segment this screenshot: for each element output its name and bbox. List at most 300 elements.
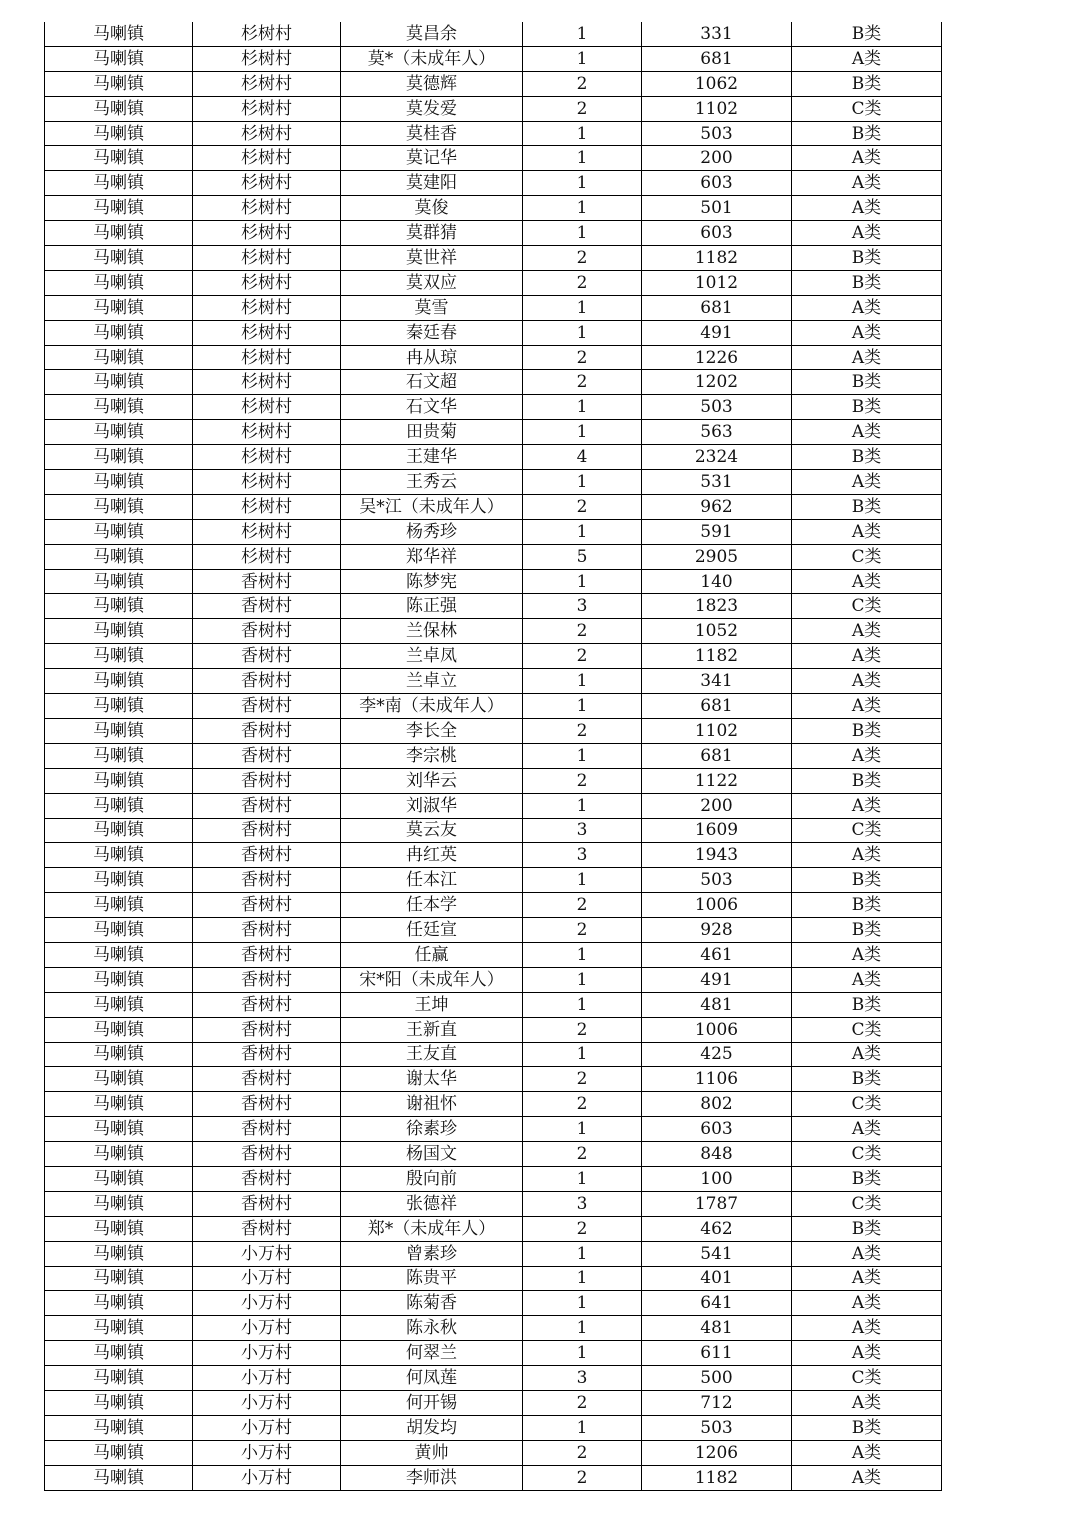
amount-cell: 681 bbox=[642, 46, 792, 71]
village-cell: 香树村 bbox=[193, 868, 341, 893]
category-cell: A类 bbox=[792, 669, 942, 694]
household-size-cell: 2 bbox=[523, 619, 642, 644]
amount-cell: 962 bbox=[642, 494, 792, 519]
village-cell: 香树村 bbox=[193, 743, 341, 768]
name-cell: 任赢 bbox=[341, 942, 523, 967]
amount-cell: 491 bbox=[642, 967, 792, 992]
town-cell: 马喇镇 bbox=[45, 743, 193, 768]
name-cell: 陈菊香 bbox=[341, 1291, 523, 1316]
data-table bbox=[44, 22, 942, 1491]
category-cell: A类 bbox=[792, 1291, 942, 1316]
table-row bbox=[45, 918, 942, 943]
name-cell: 冉红英 bbox=[341, 843, 523, 868]
household-size-cell: 2 bbox=[523, 71, 642, 96]
name-cell: 郑华祥 bbox=[341, 544, 523, 569]
table-row bbox=[45, 270, 942, 295]
household-size-cell: 2 bbox=[523, 1440, 642, 1465]
name-cell: 王建华 bbox=[341, 445, 523, 470]
table-row bbox=[45, 669, 942, 694]
town-cell: 马喇镇 bbox=[45, 793, 193, 818]
name-cell: 曾素珍 bbox=[341, 1241, 523, 1266]
household-size-cell: 1 bbox=[523, 470, 642, 495]
name-cell: 黄帅 bbox=[341, 1440, 523, 1465]
household-size-cell: 2 bbox=[523, 918, 642, 943]
name-cell: 田贵菊 bbox=[341, 420, 523, 445]
amount-cell: 2324 bbox=[642, 445, 792, 470]
name-cell: 陈永秋 bbox=[341, 1316, 523, 1341]
town-cell: 马喇镇 bbox=[45, 669, 193, 694]
category-cell: A类 bbox=[792, 146, 942, 171]
household-size-cell: 1 bbox=[523, 1291, 642, 1316]
town-cell: 马喇镇 bbox=[45, 893, 193, 918]
village-cell: 香树村 bbox=[193, 893, 341, 918]
village-cell: 杉树村 bbox=[193, 71, 341, 96]
table-row bbox=[45, 868, 942, 893]
category-cell: B类 bbox=[792, 868, 942, 893]
town-cell: 马喇镇 bbox=[45, 246, 193, 271]
village-cell: 香树村 bbox=[193, 942, 341, 967]
table-row bbox=[45, 22, 942, 46]
town-cell: 马喇镇 bbox=[45, 470, 193, 495]
amount-cell: 541 bbox=[642, 1241, 792, 1266]
category-cell: A类 bbox=[792, 967, 942, 992]
amount-cell: 501 bbox=[642, 196, 792, 221]
category-cell: B类 bbox=[792, 1415, 942, 1440]
town-cell: 马喇镇 bbox=[45, 768, 193, 793]
village-cell: 香树村 bbox=[193, 1216, 341, 1241]
household-size-cell: 2 bbox=[523, 370, 642, 395]
household-size-cell: 1 bbox=[523, 992, 642, 1017]
category-cell: B类 bbox=[792, 370, 942, 395]
amount-cell: 681 bbox=[642, 743, 792, 768]
household-size-cell: 4 bbox=[523, 445, 642, 470]
name-cell: 殷向前 bbox=[341, 1166, 523, 1191]
amount-cell: 2905 bbox=[642, 544, 792, 569]
table-row bbox=[45, 196, 942, 221]
town-cell: 马喇镇 bbox=[45, 1117, 193, 1142]
table-row bbox=[45, 1067, 942, 1092]
table-row bbox=[45, 818, 942, 843]
town-cell: 马喇镇 bbox=[45, 270, 193, 295]
amount-cell: 1102 bbox=[642, 96, 792, 121]
name-cell: 莫雪 bbox=[341, 295, 523, 320]
category-cell: A类 bbox=[792, 320, 942, 345]
table-row bbox=[45, 395, 942, 420]
name-cell: 王坤 bbox=[341, 992, 523, 1017]
amount-cell: 1182 bbox=[642, 1465, 792, 1490]
household-size-cell: 1 bbox=[523, 395, 642, 420]
category-cell: C类 bbox=[792, 594, 942, 619]
table-row bbox=[45, 320, 942, 345]
village-cell: 小万村 bbox=[193, 1415, 341, 1440]
village-cell: 香树村 bbox=[193, 1017, 341, 1042]
town-cell: 马喇镇 bbox=[45, 967, 193, 992]
table-row bbox=[45, 221, 942, 246]
name-cell: 郑*（未成年人） bbox=[341, 1216, 523, 1241]
household-size-cell: 1 bbox=[523, 743, 642, 768]
household-size-cell: 1 bbox=[523, 1166, 642, 1191]
village-cell: 杉树村 bbox=[193, 22, 341, 46]
amount-cell: 1943 bbox=[642, 843, 792, 868]
town-cell: 马喇镇 bbox=[45, 171, 193, 196]
table-row bbox=[45, 1440, 942, 1465]
household-size-cell: 1 bbox=[523, 1117, 642, 1142]
town-cell: 马喇镇 bbox=[45, 1017, 193, 1042]
town-cell: 马喇镇 bbox=[45, 320, 193, 345]
household-size-cell: 3 bbox=[523, 1366, 642, 1391]
amount-cell: 503 bbox=[642, 121, 792, 146]
amount-cell: 1226 bbox=[642, 345, 792, 370]
town-cell: 马喇镇 bbox=[45, 1390, 193, 1415]
household-size-cell: 1 bbox=[523, 1042, 642, 1067]
household-size-cell: 1 bbox=[523, 1415, 642, 1440]
name-cell: 刘淑华 bbox=[341, 793, 523, 818]
town-cell: 马喇镇 bbox=[45, 420, 193, 445]
town-cell: 马喇镇 bbox=[45, 196, 193, 221]
category-cell: A类 bbox=[792, 1117, 942, 1142]
village-cell: 杉树村 bbox=[193, 270, 341, 295]
village-cell: 杉树村 bbox=[193, 544, 341, 569]
amount-cell: 712 bbox=[642, 1390, 792, 1415]
table-row bbox=[45, 843, 942, 868]
village-cell: 杉树村 bbox=[193, 470, 341, 495]
village-cell: 杉树村 bbox=[193, 445, 341, 470]
table-row bbox=[45, 1341, 942, 1366]
town-cell: 马喇镇 bbox=[45, 146, 193, 171]
name-cell: 杨国文 bbox=[341, 1142, 523, 1167]
category-cell: A类 bbox=[792, 793, 942, 818]
household-size-cell: 1 bbox=[523, 669, 642, 694]
household-size-cell: 2 bbox=[523, 270, 642, 295]
household-size-cell: 1 bbox=[523, 1241, 642, 1266]
village-cell: 香树村 bbox=[193, 992, 341, 1017]
name-cell: 李师洪 bbox=[341, 1465, 523, 1490]
table-row bbox=[45, 1216, 942, 1241]
table-row bbox=[45, 1366, 942, 1391]
household-size-cell: 1 bbox=[523, 868, 642, 893]
amount-cell: 802 bbox=[642, 1092, 792, 1117]
town-cell: 马喇镇 bbox=[45, 46, 193, 71]
category-cell: A类 bbox=[792, 196, 942, 221]
amount-cell: 401 bbox=[642, 1266, 792, 1291]
town-cell: 马喇镇 bbox=[45, 992, 193, 1017]
town-cell: 马喇镇 bbox=[45, 868, 193, 893]
table-row bbox=[45, 1191, 942, 1216]
village-cell: 杉树村 bbox=[193, 146, 341, 171]
category-cell: A类 bbox=[792, 743, 942, 768]
household-size-cell: 1 bbox=[523, 519, 642, 544]
category-cell: A类 bbox=[792, 619, 942, 644]
village-cell: 小万村 bbox=[193, 1366, 341, 1391]
category-cell: A类 bbox=[792, 694, 942, 719]
name-cell: 刘华云 bbox=[341, 768, 523, 793]
household-size-cell: 1 bbox=[523, 22, 642, 46]
town-cell: 马喇镇 bbox=[45, 71, 193, 96]
household-size-cell: 1 bbox=[523, 420, 642, 445]
town-cell: 马喇镇 bbox=[45, 569, 193, 594]
household-size-cell: 3 bbox=[523, 843, 642, 868]
name-cell: 石文超 bbox=[341, 370, 523, 395]
amount-cell: 425 bbox=[642, 1042, 792, 1067]
category-cell: B类 bbox=[792, 992, 942, 1017]
village-cell: 小万村 bbox=[193, 1291, 341, 1316]
village-cell: 香树村 bbox=[193, 569, 341, 594]
town-cell: 马喇镇 bbox=[45, 1415, 193, 1440]
town-cell: 马喇镇 bbox=[45, 544, 193, 569]
amount-cell: 1182 bbox=[642, 644, 792, 669]
name-cell: 莫发爱 bbox=[341, 96, 523, 121]
name-cell: 冉从琼 bbox=[341, 345, 523, 370]
village-cell: 杉树村 bbox=[193, 295, 341, 320]
category-cell: B类 bbox=[792, 893, 942, 918]
amount-cell: 641 bbox=[642, 1291, 792, 1316]
amount-cell: 200 bbox=[642, 793, 792, 818]
town-cell: 马喇镇 bbox=[45, 644, 193, 669]
amount-cell: 331 bbox=[642, 22, 792, 46]
category-cell: A类 bbox=[792, 1241, 942, 1266]
table-row bbox=[45, 1117, 942, 1142]
town-cell: 马喇镇 bbox=[45, 345, 193, 370]
category-cell: B类 bbox=[792, 918, 942, 943]
town-cell: 马喇镇 bbox=[45, 494, 193, 519]
amount-cell: 200 bbox=[642, 146, 792, 171]
name-cell: 陈贵平 bbox=[341, 1266, 523, 1291]
category-cell: B类 bbox=[792, 1166, 942, 1191]
village-cell: 香树村 bbox=[193, 669, 341, 694]
table-row bbox=[45, 644, 942, 669]
town-cell: 马喇镇 bbox=[45, 1366, 193, 1391]
amount-cell: 928 bbox=[642, 918, 792, 943]
table-row bbox=[45, 1390, 942, 1415]
category-cell: C类 bbox=[792, 1191, 942, 1216]
town-cell: 马喇镇 bbox=[45, 221, 193, 246]
amount-cell: 603 bbox=[642, 221, 792, 246]
category-cell: A类 bbox=[792, 295, 942, 320]
village-cell: 香树村 bbox=[193, 1191, 341, 1216]
name-cell: 任本学 bbox=[341, 893, 523, 918]
town-cell: 马喇镇 bbox=[45, 594, 193, 619]
name-cell: 莫*（未成年人） bbox=[341, 46, 523, 71]
amount-cell: 591 bbox=[642, 519, 792, 544]
amount-cell: 611 bbox=[642, 1341, 792, 1366]
name-cell: 石文华 bbox=[341, 395, 523, 420]
village-cell: 杉树村 bbox=[193, 171, 341, 196]
category-cell: A类 bbox=[792, 420, 942, 445]
name-cell: 莫云友 bbox=[341, 818, 523, 843]
category-cell: C类 bbox=[792, 1366, 942, 1391]
town-cell: 马喇镇 bbox=[45, 1241, 193, 1266]
household-size-cell: 1 bbox=[523, 320, 642, 345]
table-row bbox=[45, 519, 942, 544]
category-cell: A类 bbox=[792, 1440, 942, 1465]
table-row bbox=[45, 1241, 942, 1266]
category-cell: B类 bbox=[792, 22, 942, 46]
name-cell: 李长全 bbox=[341, 718, 523, 743]
category-cell: A类 bbox=[792, 1266, 942, 1291]
town-cell: 马喇镇 bbox=[45, 1042, 193, 1067]
village-cell: 杉树村 bbox=[193, 246, 341, 271]
village-cell: 杉树村 bbox=[193, 345, 341, 370]
category-cell: B类 bbox=[792, 445, 942, 470]
category-cell: B类 bbox=[792, 768, 942, 793]
village-cell: 香树村 bbox=[193, 843, 341, 868]
town-cell: 马喇镇 bbox=[45, 1142, 193, 1167]
village-cell: 香树村 bbox=[193, 768, 341, 793]
amount-cell: 341 bbox=[642, 669, 792, 694]
category-cell: A类 bbox=[792, 1341, 942, 1366]
town-cell: 马喇镇 bbox=[45, 942, 193, 967]
village-cell: 香树村 bbox=[193, 718, 341, 743]
amount-cell: 1102 bbox=[642, 718, 792, 743]
table-row bbox=[45, 370, 942, 395]
village-cell: 香树村 bbox=[193, 619, 341, 644]
category-cell: A类 bbox=[792, 644, 942, 669]
amount-cell: 491 bbox=[642, 320, 792, 345]
household-size-cell: 1 bbox=[523, 694, 642, 719]
household-size-cell: 1 bbox=[523, 1266, 642, 1291]
name-cell: 兰保林 bbox=[341, 619, 523, 644]
amount-cell: 603 bbox=[642, 171, 792, 196]
village-cell: 小万村 bbox=[193, 1440, 341, 1465]
name-cell: 莫桂香 bbox=[341, 121, 523, 146]
village-cell: 小万村 bbox=[193, 1316, 341, 1341]
category-cell: B类 bbox=[792, 121, 942, 146]
table-row bbox=[45, 1316, 942, 1341]
name-cell: 谢太华 bbox=[341, 1067, 523, 1092]
amount-cell: 140 bbox=[642, 569, 792, 594]
town-cell: 马喇镇 bbox=[45, 1216, 193, 1241]
village-cell: 香树村 bbox=[193, 918, 341, 943]
town-cell: 马喇镇 bbox=[45, 1092, 193, 1117]
amount-cell: 1006 bbox=[642, 1017, 792, 1042]
category-cell: C类 bbox=[792, 818, 942, 843]
amount-cell: 1012 bbox=[642, 270, 792, 295]
village-cell: 香树村 bbox=[193, 694, 341, 719]
village-cell: 香树村 bbox=[193, 1166, 341, 1191]
amount-cell: 500 bbox=[642, 1366, 792, 1391]
category-cell: C类 bbox=[792, 1092, 942, 1117]
village-cell: 小万村 bbox=[193, 1465, 341, 1490]
household-size-cell: 2 bbox=[523, 768, 642, 793]
category-cell: A类 bbox=[792, 1390, 942, 1415]
household-size-cell: 1 bbox=[523, 967, 642, 992]
table-row bbox=[45, 1017, 942, 1042]
table-body bbox=[45, 22, 942, 1490]
name-cell: 王秀云 bbox=[341, 470, 523, 495]
town-cell: 马喇镇 bbox=[45, 1191, 193, 1216]
name-cell: 莫双应 bbox=[341, 270, 523, 295]
table-row bbox=[45, 967, 942, 992]
town-cell: 马喇镇 bbox=[45, 1465, 193, 1490]
village-cell: 杉树村 bbox=[193, 96, 341, 121]
town-cell: 马喇镇 bbox=[45, 818, 193, 843]
amount-cell: 1122 bbox=[642, 768, 792, 793]
town-cell: 马喇镇 bbox=[45, 1291, 193, 1316]
village-cell: 杉树村 bbox=[193, 46, 341, 71]
table-row bbox=[45, 569, 942, 594]
amount-cell: 563 bbox=[642, 420, 792, 445]
name-cell: 莫群猜 bbox=[341, 221, 523, 246]
village-cell: 香树村 bbox=[193, 1042, 341, 1067]
town-cell: 马喇镇 bbox=[45, 96, 193, 121]
table-row bbox=[45, 445, 942, 470]
town-cell: 马喇镇 bbox=[45, 619, 193, 644]
table-row bbox=[45, 46, 942, 71]
name-cell: 王新直 bbox=[341, 1017, 523, 1042]
category-cell: A类 bbox=[792, 221, 942, 246]
name-cell: 陈梦宪 bbox=[341, 569, 523, 594]
name-cell: 莫世祥 bbox=[341, 246, 523, 271]
category-cell: B类 bbox=[792, 246, 942, 271]
name-cell: 张德祥 bbox=[341, 1191, 523, 1216]
village-cell: 香树村 bbox=[193, 967, 341, 992]
town-cell: 马喇镇 bbox=[45, 1341, 193, 1366]
name-cell: 任廷宣 bbox=[341, 918, 523, 943]
village-cell: 小万村 bbox=[193, 1341, 341, 1366]
table-row bbox=[45, 893, 942, 918]
table-row bbox=[45, 1042, 942, 1067]
table-row bbox=[45, 718, 942, 743]
name-cell: 何凤莲 bbox=[341, 1366, 523, 1391]
name-cell: 莫建阳 bbox=[341, 171, 523, 196]
household-size-cell: 1 bbox=[523, 295, 642, 320]
amount-cell: 503 bbox=[642, 395, 792, 420]
table-row bbox=[45, 420, 942, 445]
village-cell: 香树村 bbox=[193, 1117, 341, 1142]
household-size-cell: 5 bbox=[523, 544, 642, 569]
amount-cell: 1052 bbox=[642, 619, 792, 644]
village-cell: 香树村 bbox=[193, 1067, 341, 1092]
village-cell: 杉树村 bbox=[193, 121, 341, 146]
household-size-cell: 2 bbox=[523, 1216, 642, 1241]
table-row bbox=[45, 345, 942, 370]
name-cell: 杨秀珍 bbox=[341, 519, 523, 544]
village-cell: 杉树村 bbox=[193, 494, 341, 519]
category-cell: A类 bbox=[792, 1316, 942, 1341]
name-cell: 谢祖怀 bbox=[341, 1092, 523, 1117]
town-cell: 马喇镇 bbox=[45, 370, 193, 395]
category-cell: C类 bbox=[792, 96, 942, 121]
name-cell: 王友直 bbox=[341, 1042, 523, 1067]
village-cell: 香树村 bbox=[193, 818, 341, 843]
category-cell: C类 bbox=[792, 1017, 942, 1042]
household-size-cell: 2 bbox=[523, 644, 642, 669]
village-cell: 香树村 bbox=[193, 793, 341, 818]
category-cell: C类 bbox=[792, 1142, 942, 1167]
town-cell: 马喇镇 bbox=[45, 1266, 193, 1291]
category-cell: A类 bbox=[792, 46, 942, 71]
category-cell: A类 bbox=[792, 569, 942, 594]
table-row bbox=[45, 544, 942, 569]
table-row bbox=[45, 1266, 942, 1291]
town-cell: 马喇镇 bbox=[45, 718, 193, 743]
household-size-cell: 1 bbox=[523, 46, 642, 71]
amount-cell: 681 bbox=[642, 295, 792, 320]
village-cell: 香树村 bbox=[193, 594, 341, 619]
table-row bbox=[45, 1465, 942, 1490]
village-cell: 小万村 bbox=[193, 1241, 341, 1266]
town-cell: 马喇镇 bbox=[45, 395, 193, 420]
town-cell: 马喇镇 bbox=[45, 843, 193, 868]
category-cell: A类 bbox=[792, 470, 942, 495]
household-size-cell: 1 bbox=[523, 146, 642, 171]
table-row bbox=[45, 768, 942, 793]
household-size-cell: 2 bbox=[523, 893, 642, 918]
table-row bbox=[45, 1166, 942, 1191]
table-row bbox=[45, 1415, 942, 1440]
name-cell: 兰卓立 bbox=[341, 669, 523, 694]
amount-cell: 1787 bbox=[642, 1191, 792, 1216]
